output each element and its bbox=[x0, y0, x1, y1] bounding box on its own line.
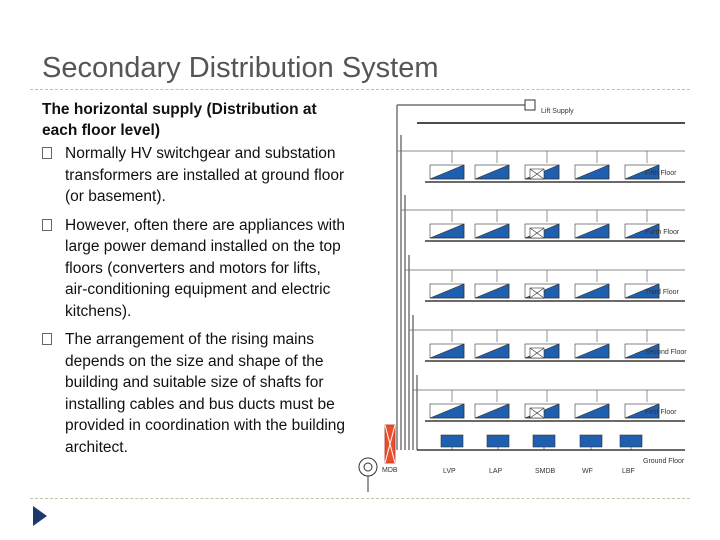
lift-supply-label: Lift Supply bbox=[541, 108, 574, 115]
distribution-panel-icon bbox=[575, 165, 609, 179]
distribution-panel-icon bbox=[475, 284, 509, 298]
floor-level bbox=[413, 390, 685, 421]
floor-label: Furth Floor bbox=[645, 229, 680, 236]
distribution-panel-icon bbox=[575, 404, 609, 418]
panel-label: LBF bbox=[622, 468, 635, 475]
distribution-panel-icon bbox=[475, 224, 509, 238]
footer-divider bbox=[30, 498, 690, 499]
distribution-panel-icon bbox=[430, 224, 464, 238]
panel-icon bbox=[533, 435, 555, 447]
slide-title: Secondary Distribution System bbox=[42, 52, 439, 84]
distribution-panel-icon bbox=[475, 344, 509, 358]
bullet-box-icon bbox=[42, 219, 52, 231]
bullet-box-icon bbox=[42, 147, 52, 159]
content-area bbox=[42, 99, 347, 465]
distribution-panel-icon bbox=[475, 165, 509, 179]
floor-label: First Floor bbox=[645, 409, 677, 416]
bullet-text: The arrangement of the rising mains depends on the size and shape of the building and suitable size of shafts for installing cables and bus ducts must be provided in coordination with the building architect. bbox=[65, 331, 346, 456]
panel-icon bbox=[580, 435, 602, 447]
distribution-panel-icon bbox=[430, 165, 464, 179]
floor-label: Fifth Floor bbox=[645, 170, 677, 177]
bullet-item bbox=[42, 215, 347, 323]
bullet-item bbox=[42, 329, 347, 458]
title-divider bbox=[30, 89, 690, 90]
bullet-list bbox=[42, 143, 347, 458]
panel-labels bbox=[441, 435, 642, 475]
bullet-item bbox=[42, 143, 347, 208]
distribution-panel-icon bbox=[430, 284, 464, 298]
next-slide-arrow-icon[interactable] bbox=[33, 506, 47, 526]
floor-level bbox=[401, 210, 685, 241]
mdb-label: MDB bbox=[382, 467, 398, 474]
distribution-panel-icon bbox=[475, 404, 509, 418]
floor-level bbox=[405, 270, 685, 301]
floor-level bbox=[409, 330, 687, 361]
floor-label: Second Floor bbox=[645, 349, 687, 356]
panel-icon bbox=[620, 435, 642, 447]
distribution-diagram bbox=[355, 95, 700, 495]
section-heading: The horizontal supply (Distribution at each floor level) bbox=[42, 101, 317, 139]
floor-level bbox=[397, 151, 685, 182]
bullet-box-icon bbox=[42, 333, 52, 345]
panel-icon bbox=[487, 435, 509, 447]
panel-label: SMDB bbox=[535, 468, 556, 475]
distribution-panel-icon bbox=[430, 344, 464, 358]
panel-label: LAP bbox=[489, 468, 503, 475]
floor-levels bbox=[397, 151, 687, 465]
panel-icon bbox=[441, 435, 463, 447]
distribution-panel-icon bbox=[430, 404, 464, 418]
distribution-panel-icon bbox=[575, 284, 609, 298]
panel-label: LVP bbox=[443, 468, 456, 475]
bullet-text: However, often there are appliances with large power demand installed on the top floors (converters and motors for lifts, air-conditioning equipment and electric kitchens). bbox=[65, 216, 346, 320]
bullet-text: Normally HV switchgear and substation transformers are installed at ground floor (or basement). bbox=[65, 145, 345, 205]
distribution-panel-icon bbox=[575, 344, 609, 358]
distribution-panel-icon bbox=[575, 224, 609, 238]
panel-label: WF bbox=[582, 468, 593, 475]
floor-label: Ground Floor bbox=[643, 458, 685, 465]
floor-label: Third Floor bbox=[645, 289, 679, 296]
